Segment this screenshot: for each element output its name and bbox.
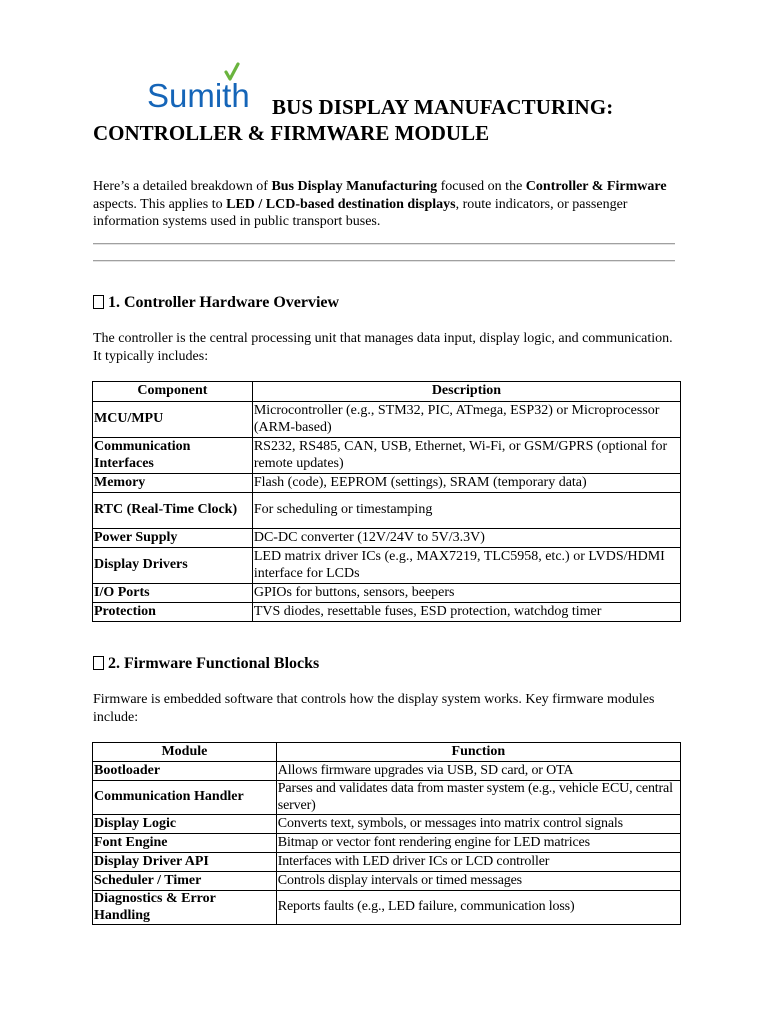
sumith-logo — [146, 62, 262, 112]
table-row: Scheduler / Timer Controls display intervals or timed messages — [93, 872, 681, 891]
section2-heading: 2. Firmware Functional Blocks — [93, 655, 319, 673]
table-row: Diagnostics & Error Handling Reports faults (e.g., LED failure, communication loss) — [93, 891, 681, 925]
horizontal-rule — [93, 243, 675, 245]
svg-text:Sumith: Sumith — [147, 77, 250, 112]
section2-paragraph: Firmware is embedded software that controls how the display system works. Key firmware modules include: — [93, 692, 655, 725]
table-header-module: Module — [93, 743, 277, 762]
table-row: I/O Ports GPIOs for buttons, sensors, beepers — [93, 584, 681, 603]
table-row: Power Supply DC-DC converter (12V/24V to 5V/3.3V) — [93, 529, 681, 548]
firmware-blocks-table — [92, 742, 681, 925]
table-row: Communication Handler Parses and validates data from master system (e.g., vehicle ECU, central server) — [93, 781, 681, 815]
table-row: Font Engine Bitmap or vector font rendering engine for LED matrices — [93, 834, 681, 853]
table-row: Display Logic Converts text, symbols, or messages into matrix control signals — [93, 815, 681, 834]
table-row: Communication Interfaces RS232, RS485, CAN, USB, Ethernet, Wi-Fi, or GSM/GPRS (optional for remote updates) — [93, 438, 681, 474]
document-title-line1: BUS DISPLAY MANUFACTURING: — [272, 95, 614, 119]
table-row: Bootloader Allows firmware upgrades via USB, SD card, or OTA — [93, 762, 681, 781]
horizontal-rule — [93, 260, 675, 262]
table-row: Memory Flash (code), EEPROM (settings), SRAM (temporary data) — [93, 474, 681, 493]
table-row: Protection TVS diodes, resettable fuses, ESD protection, watchdog timer — [93, 603, 681, 622]
table-row: Display Driver API Interfaces with LED driver ICs or LCD controller — [93, 853, 681, 872]
table-row: Display Drivers LED matrix driver ICs (e.g., MAX7219, TLC5958, etc.) or LVDS/HDMI interface for LCDs — [93, 548, 681, 584]
missing-glyph-box-icon — [93, 656, 104, 670]
table-row: MCU/MPU Microcontroller (e.g., STM32, PIC, ATmega, ESP32) or Microprocessor (ARM-based) — [93, 402, 681, 438]
section1-paragraph: The controller is the central processing unit that manages data input, display logic, and communication. It typically includes: — [93, 331, 673, 364]
document-title-line2: CONTROLLER & FIRMWARE MODULE — [93, 121, 490, 145]
controller-hardware-table — [92, 381, 681, 622]
missing-glyph-box-icon — [93, 295, 104, 309]
intro-paragraph: Here’s a detailed breakdown of Bus Display Manufacturing focused on the Controller & Firmware aspects. This applies to LED / LCD-based destination displays, route indicators, or passenger information systems used in public transport buses. — [93, 179, 667, 229]
table-header-description: Description — [252, 382, 680, 402]
section1-heading: 1. Controller Hardware Overview — [93, 294, 339, 312]
table-header-function: Function — [276, 743, 680, 762]
table-row: RTC (Real-Time Clock) For scheduling or timestamping — [93, 493, 681, 529]
table-header-component: Component — [93, 382, 253, 402]
